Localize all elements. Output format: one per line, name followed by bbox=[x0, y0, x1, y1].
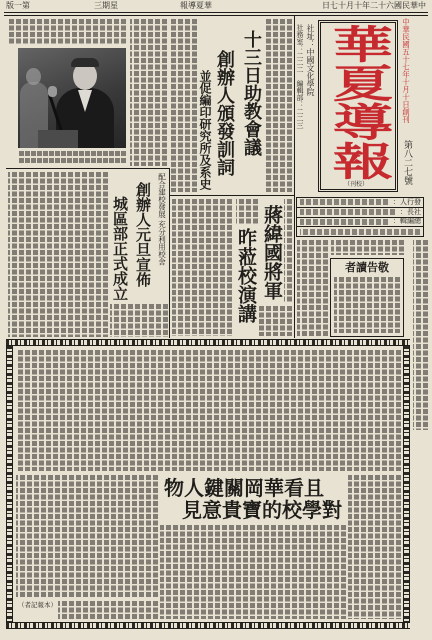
staff-label-editor-in-chief: 總編輯： bbox=[393, 217, 421, 226]
city-campus-headline-1: 創辦人元旦宣佈 bbox=[134, 182, 152, 287]
staff-label-director: 社長： bbox=[400, 207, 421, 216]
article-body-text bbox=[236, 199, 258, 225]
body-text-block bbox=[331, 240, 404, 255]
column-rule bbox=[6, 168, 169, 169]
assistants-meeting-headline-2: 創辦人頒發訓詞 bbox=[214, 50, 235, 176]
ornamental-border-bottom bbox=[6, 622, 410, 629]
photo-background-head bbox=[26, 68, 41, 85]
masthead-founded-date: 中華民國五十七年十月十日創刊 bbox=[401, 18, 411, 123]
column-rule bbox=[169, 195, 294, 196]
article-body-text bbox=[266, 19, 292, 192]
article-body-text bbox=[8, 172, 108, 337]
feature-body-text bbox=[58, 601, 158, 619]
feature-headline-2: 對學校的寶貴意見 bbox=[182, 498, 342, 522]
body-text-block bbox=[8, 19, 126, 45]
article-body-text bbox=[172, 199, 232, 336]
notice-to-readers-title: 敬告讀者 bbox=[345, 261, 389, 274]
ornamental-border-right bbox=[403, 346, 410, 622]
body-text-block bbox=[297, 240, 328, 337]
feature-body-text bbox=[16, 475, 158, 597]
staff-name-text bbox=[300, 209, 395, 215]
column-rule bbox=[169, 168, 170, 338]
photo-podium bbox=[38, 130, 78, 148]
body-text-block bbox=[413, 240, 428, 430]
masthead-title: 華夏導報 bbox=[322, 24, 394, 180]
notice-to-readers-box bbox=[330, 258, 404, 337]
photo-microphone-icon bbox=[48, 86, 57, 97]
feature-headline-1: 且看華岡關鍵人物 bbox=[164, 476, 324, 500]
staff-row bbox=[297, 227, 423, 236]
top-double-rule bbox=[4, 12, 428, 16]
staff-row bbox=[297, 198, 423, 208]
city-campus-kicker: 配合建校發展 充分利用校舍 bbox=[157, 173, 167, 266]
staff-name-text bbox=[300, 229, 420, 235]
weekday-label: 星期三 bbox=[94, 1, 118, 10]
feature-body-text bbox=[348, 475, 401, 619]
edition-label: 第一版 bbox=[6, 1, 30, 10]
photo-speaker-cap bbox=[71, 58, 99, 67]
feature-body-text bbox=[16, 350, 401, 471]
general-chiang-headline-2: 昨蒞校演講 bbox=[235, 228, 257, 323]
feature-body-text bbox=[160, 525, 346, 619]
masthead-phone-editorial: 編輯部：二二三 bbox=[296, 80, 304, 129]
article-body-text bbox=[258, 306, 292, 336]
notice-body-text bbox=[334, 277, 400, 333]
article-body-text bbox=[110, 304, 168, 337]
masthead-address: 社址：中國文化學院 bbox=[306, 24, 315, 96]
city-campus-headline-2: 城區部正式成立 bbox=[111, 196, 129, 301]
body-text-block bbox=[130, 19, 167, 166]
masthead-phone-office: 社務室：二二二 bbox=[296, 24, 304, 73]
masthead-issue-number: 第八二七號 bbox=[402, 140, 412, 185]
masthead-stamp: （校刊） bbox=[344, 181, 369, 188]
ornamental-border-top bbox=[6, 339, 410, 346]
general-chiang-headline-1: 蔣緯國將軍 bbox=[261, 205, 283, 300]
feature-byline: （本報記者） bbox=[18, 601, 57, 609]
assistants-meeting-subheadline: 並促編印研究所及系史 bbox=[198, 70, 212, 190]
staff-table bbox=[296, 197, 424, 237]
ornamental-border-left bbox=[6, 346, 13, 622]
staff-row bbox=[297, 218, 423, 228]
staff-name-text bbox=[300, 199, 388, 205]
staff-name-text bbox=[300, 219, 388, 225]
column-rule bbox=[294, 16, 295, 338]
article-body-text bbox=[284, 199, 292, 303]
issue-date: 中華民國六十二年十月十七日 bbox=[322, 1, 426, 10]
staff-label-publisher: 發行人： bbox=[393, 197, 421, 206]
assistants-meeting-headline-1: 十三日助教會議 bbox=[241, 30, 262, 156]
article-body-text bbox=[170, 19, 197, 192]
photo-speaker-at-microphone bbox=[18, 48, 126, 148]
paper-name-small: 華夏導報 bbox=[180, 1, 212, 10]
photo-caption-text bbox=[18, 151, 126, 164]
